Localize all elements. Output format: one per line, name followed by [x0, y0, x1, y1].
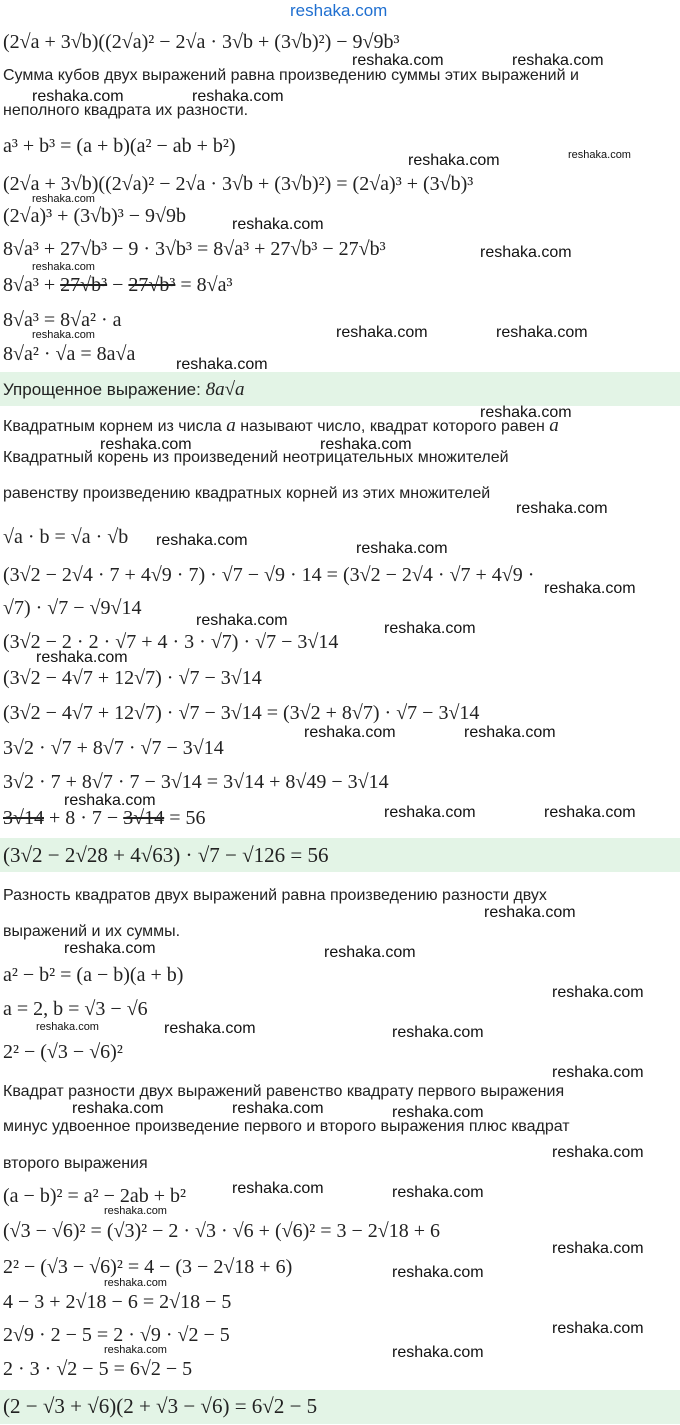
- watermark: reshaka.com: [64, 940, 156, 957]
- watermark: reshaka.com: [64, 792, 156, 809]
- term: + 8 · 7 −: [43, 807, 124, 829]
- watermark: reshaka.com: [392, 1344, 484, 1361]
- solution-step: 3√2 · 7 + 8√7 · 7 − 3√14 = 3√14 + 8√49 − 3√14: [3, 771, 389, 793]
- watermark: reshaka.com: [544, 804, 636, 821]
- watermark: reshaka.com: [552, 1064, 644, 1081]
- cancelled-term: 27√b³: [60, 274, 108, 296]
- result-line: (2 − √3 + √6)(2 + √3 − √6) = 6√2 − 5: [3, 1394, 318, 1418]
- solution-step: 2 · 3 · √2 − 5 = 6√2 − 5: [3, 1358, 193, 1380]
- watermark: reshaka.com: [568, 149, 631, 161]
- watermark: reshaka.com: [232, 1180, 324, 1197]
- watermark: reshaka.com: [104, 1277, 167, 1289]
- watermark: reshaka.com: [320, 436, 412, 453]
- variable: a: [549, 415, 559, 436]
- explanation-text: Разность квадратов двух выражений равна произведению разности двух: [3, 887, 547, 904]
- watermark: reshaka.com: [552, 1320, 644, 1337]
- watermark: reshaka.com: [164, 1020, 256, 1037]
- solution-step: 8√a³ = 8√a² · a: [3, 309, 122, 331]
- watermark: reshaka.com: [392, 1024, 484, 1041]
- watermark-top: reshaka.com: [290, 1, 388, 20]
- watermark: reshaka.com: [232, 216, 324, 233]
- watermark: reshaka.com: [156, 532, 248, 549]
- watermark: reshaka.com: [36, 1021, 99, 1033]
- watermark: reshaka.com: [196, 612, 288, 629]
- watermark: reshaka.com: [552, 1144, 644, 1161]
- watermark: reshaka.com: [100, 436, 192, 453]
- explanation-text: минус удвоенное произведение первого и второго выражения плюс квадрат: [3, 1118, 570, 1135]
- substitution: a = 2, b = √3 − √6: [3, 998, 148, 1020]
- solution-step: 4 − 3 + 2√18 − 6 = 2√18 − 5: [3, 1291, 232, 1313]
- watermark: reshaka.com: [104, 1205, 167, 1217]
- watermark: reshaka.com: [304, 724, 396, 741]
- explanation-text: неполного квадрата их разности.: [3, 102, 249, 119]
- watermark: reshaka.com: [552, 1240, 644, 1257]
- watermark: reshaka.com: [392, 1184, 484, 1201]
- watermark: reshaka.com: [176, 356, 268, 373]
- solution-step: (3√2 − 4√7 + 12√7) · √7 − 3√14: [3, 667, 262, 689]
- explanation-text: второго выражения: [3, 1155, 148, 1172]
- solution-step: (2√a)³ + (3√b)³ − 9√9b: [3, 205, 186, 227]
- result-line: (3√2 − 2√28 + 4√63) · √7 − √126 = 56: [3, 843, 329, 867]
- result-value: 8a√a: [205, 379, 245, 400]
- solution-step: 3√2 · √7 + 8√7 · √7 − 3√14: [3, 737, 224, 759]
- watermark: reshaka.com: [480, 244, 572, 261]
- watermark: reshaka.com: [392, 1104, 484, 1121]
- cancelled-term: 3√14: [123, 807, 165, 829]
- watermark: reshaka.com: [336, 324, 428, 341]
- solution-step: 8√a³ + 27√b³ − 9 · 3√b³ = 8√a³ + 27√b³ − 27√b³: [3, 238, 386, 260]
- text-fragment: Квадратным корнем из числа: [3, 418, 227, 435]
- watermark: reshaka.com: [516, 500, 608, 517]
- watermark: reshaka.com: [384, 804, 476, 821]
- watermark: reshaka.com: [544, 580, 636, 597]
- solution-step: √7) · √7 − √9√14: [3, 597, 142, 619]
- solution-step: (√3 − √6)² = (√3)² − 2 · √3 · √6 + (√6)² = 3 − 2√18 + 6: [3, 1220, 441, 1242]
- watermark: reshaka.com: [72, 1100, 164, 1117]
- solution-step: 8√a² · √a = 8a√a: [3, 343, 136, 365]
- root-product-rule: √a · b = √a · √b: [3, 526, 129, 548]
- solution-step: 2² − (√3 − √6)² = 4 − (3 − 2√18 + 6): [3, 1256, 293, 1278]
- square-of-difference-formula: (a − b)² = a² − 2ab + b²: [3, 1185, 187, 1207]
- solution-step: (3√2 − 2√4 · 7 + 4√9 · 7) · √7 − √9 · 14 = (3√2 − 2√4 · √7 + 4√9 ·: [3, 564, 535, 586]
- explanation-text: выражений и их суммы.: [3, 923, 181, 940]
- watermark: reshaka.com: [324, 944, 416, 961]
- result-line: [3, 378, 245, 402]
- watermark: reshaka.com: [496, 324, 588, 341]
- term: = 56: [164, 807, 206, 829]
- watermark: reshaka.com: [552, 984, 644, 1001]
- watermark: reshaka.com: [32, 88, 124, 105]
- cancelled-term: 3√14: [3, 807, 44, 829]
- watermark: reshaka.com: [480, 404, 572, 421]
- result-label: Упрощенное выражение:: [3, 380, 206, 399]
- watermark: reshaka.com: [408, 152, 500, 169]
- expression-line: 2² − (√3 − √6)²: [3, 1041, 123, 1063]
- explanation-text: Квадрат разности двух выражений равенство квадрату первого выражения: [3, 1083, 565, 1100]
- watermark: reshaka.com: [392, 1264, 484, 1281]
- definition-text: [3, 416, 559, 437]
- watermark: reshaka.com: [36, 649, 128, 666]
- solution-step: (3√2 − 4√7 + 12√7) · √7 − 3√14 = (3√2 + 8√7) · √7 − 3√14: [3, 702, 480, 724]
- solution-step: 2√9 · 2 − 5 = 2 · √9 · √2 − 5: [3, 1324, 230, 1346]
- watermark: reshaka.com: [192, 88, 284, 105]
- explanation-text: Сумма кубов двух выражений равна произведению суммы этих выражений и: [3, 67, 579, 84]
- watermark: reshaka.com: [512, 52, 604, 69]
- term: = 8√a³: [175, 274, 233, 296]
- watermark: reshaka.com: [32, 261, 95, 273]
- watermark: reshaka.com: [352, 52, 444, 69]
- cancelled-term: 27√b³: [128, 274, 176, 296]
- explanation-text: равенству произведению квадратных корней из этих множителей: [3, 485, 491, 502]
- variable: a: [226, 415, 236, 436]
- watermark: reshaka.com: [232, 1100, 324, 1117]
- difference-of-squares-formula: a² − b² = (a − b)(a + b): [3, 964, 184, 986]
- expression-line: (2√a + 3√b)((2√a)² − 2√a · 3√b + (3√b)²) − 9√9b³: [3, 31, 400, 53]
- solution-step: (3√2 − 2 · 2 · √7 + 4 · 3 · √7) · √7 − 3√14: [3, 631, 339, 653]
- watermark: reshaka.com: [356, 540, 448, 557]
- watermark: reshaka.com: [384, 620, 476, 637]
- term: 8√a³ +: [3, 274, 61, 296]
- watermark: reshaka.com: [32, 329, 95, 341]
- watermark: reshaka.com: [484, 904, 576, 921]
- explanation-text: Квадратный корень из произведений неотрицательных множителей: [3, 449, 509, 466]
- text-fragment: называют число, квадрат которого равен: [235, 418, 550, 435]
- watermark: reshaka.com: [104, 1344, 167, 1356]
- cube-sum-formula: a³ + b³ = (a + b)(a² − ab + b²): [3, 135, 236, 157]
- watermark: reshaka.com: [464, 724, 556, 741]
- solution-step: (2√a + 3√b)((2√a)² − 2√a · 3√b + (3√b)²) = (2√a)³ + (3√b)³: [3, 173, 474, 195]
- solution-step: [3, 273, 233, 297]
- watermark: reshaka.com: [32, 193, 95, 205]
- term: −: [107, 274, 129, 296]
